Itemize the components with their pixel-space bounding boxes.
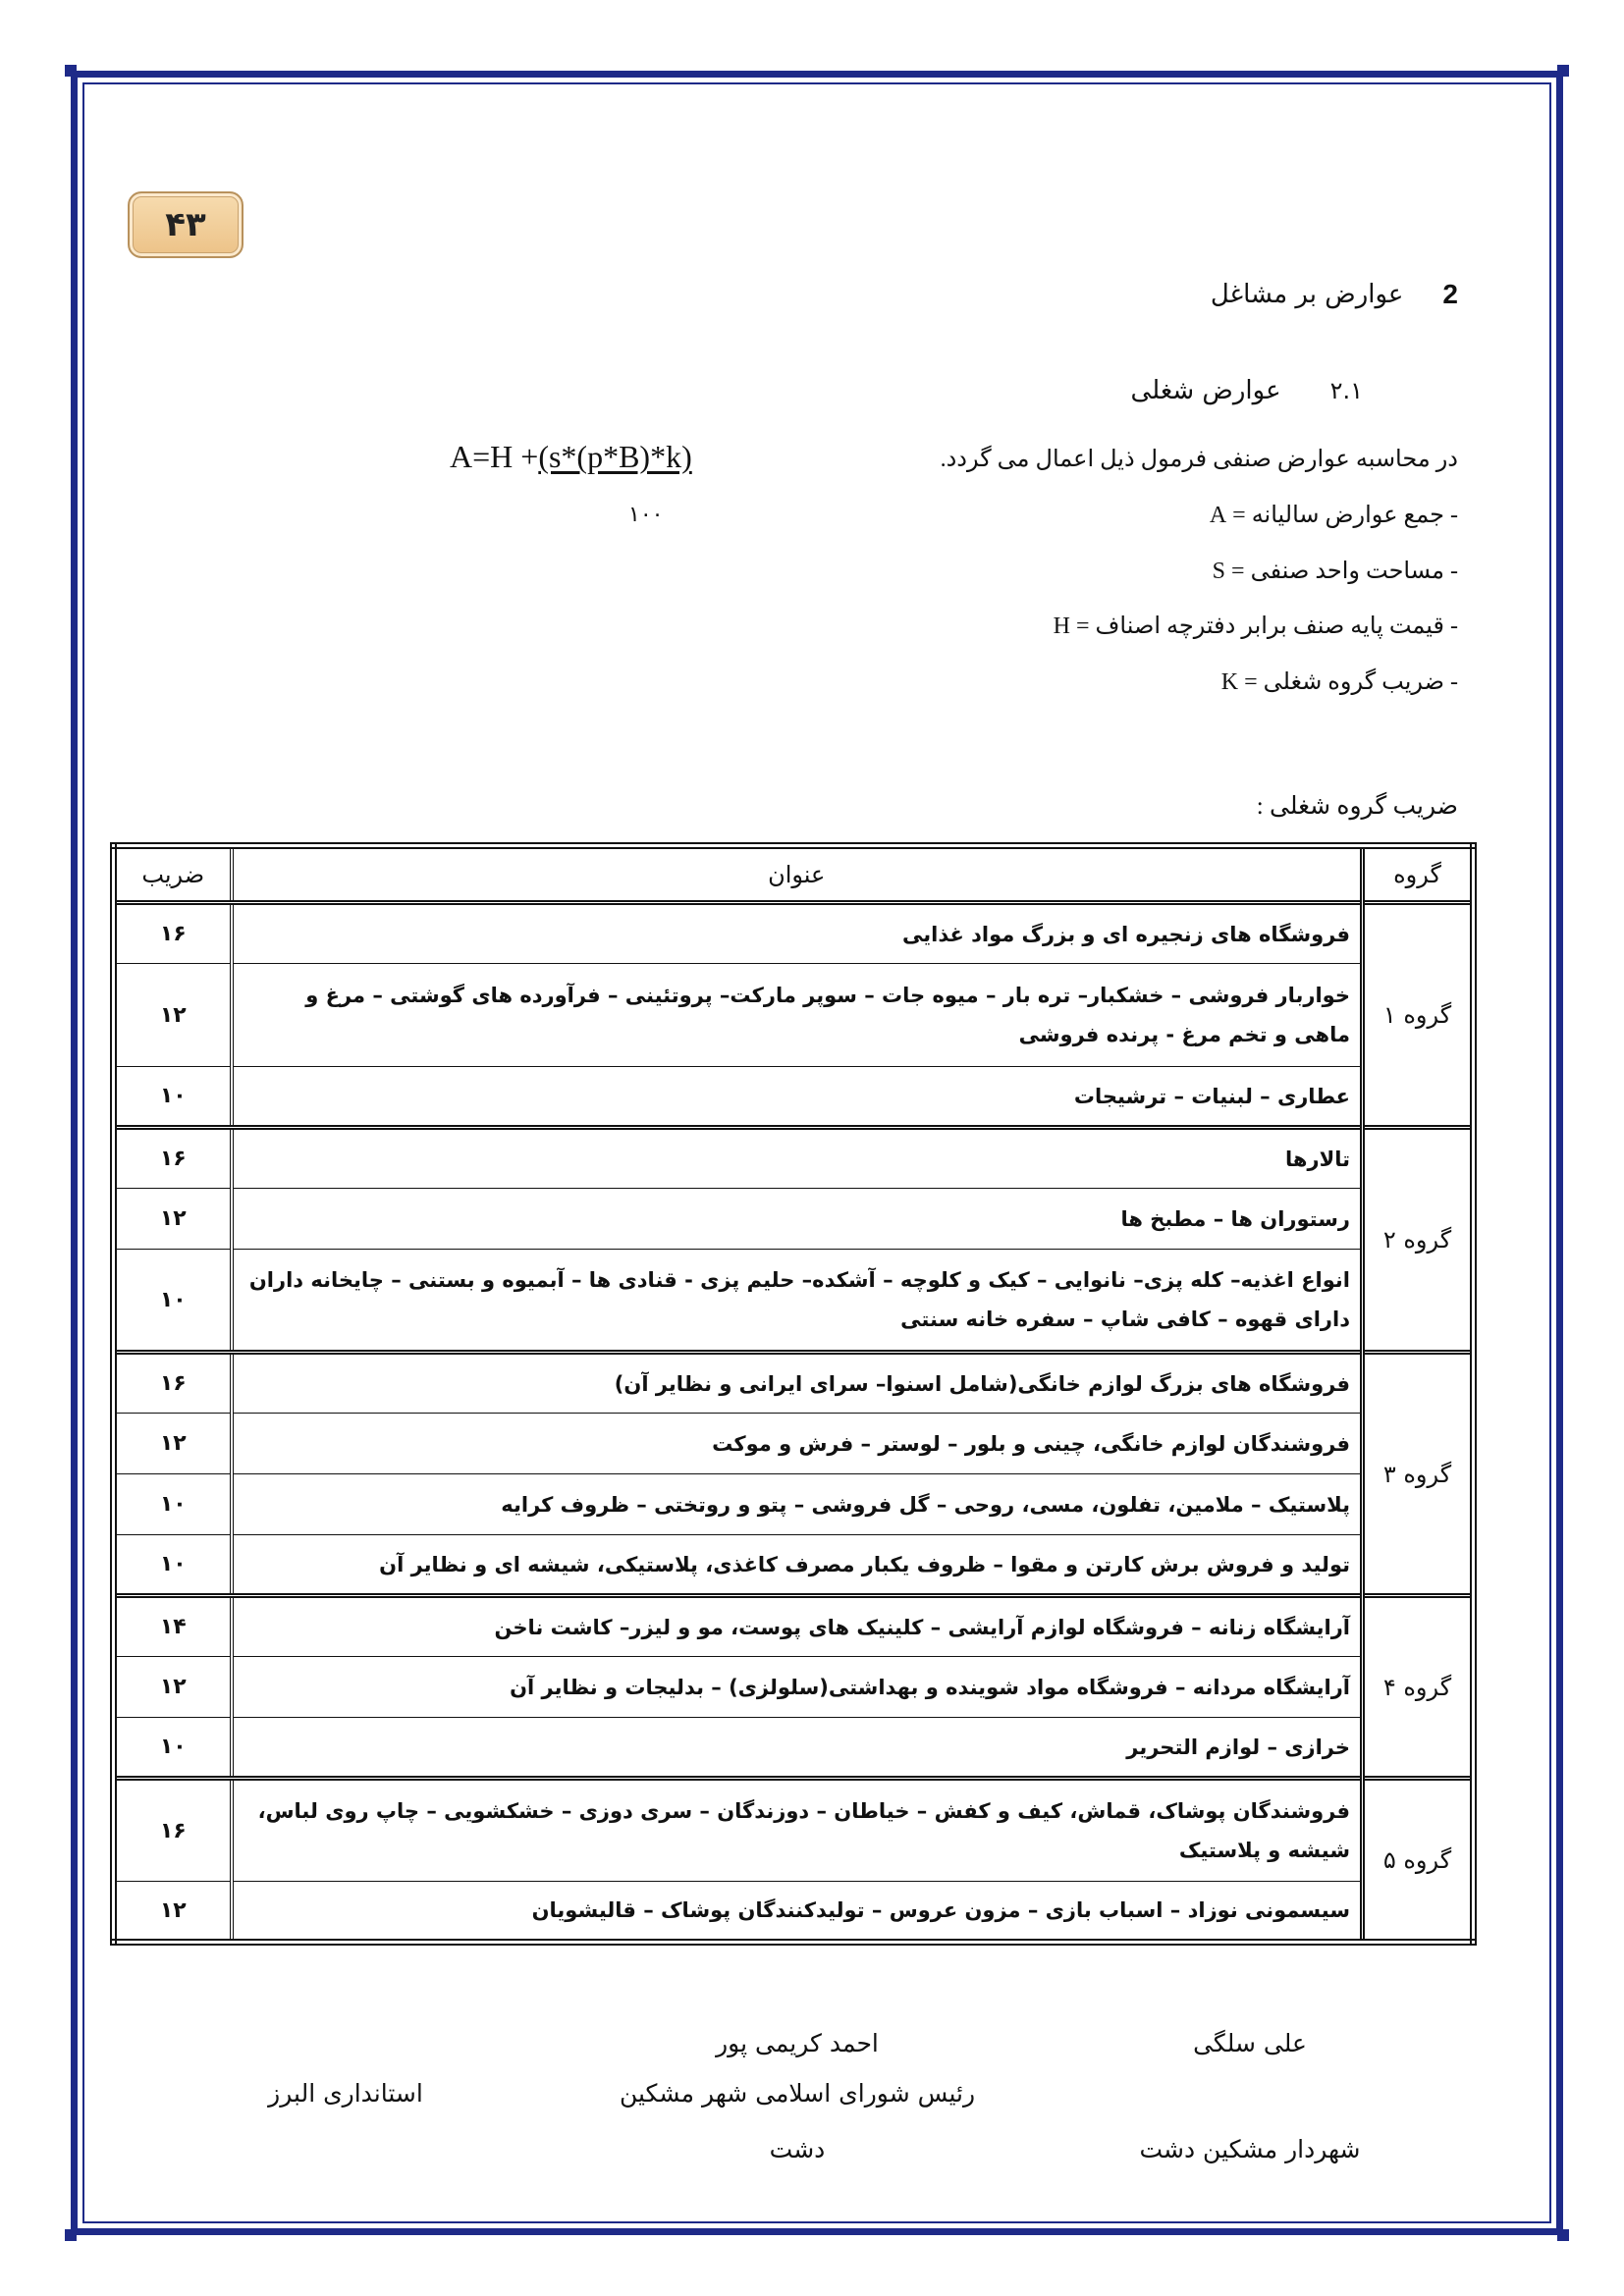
row-title: سیسمونی نوزاد – اسباب بازی – مزون عروس – تولیدکنندگان پوشاک – قالیشویان	[232, 1882, 1363, 1943]
row-title: فروشندگان لوازم خانگی، چینی و بلور – لوستر – فرش و موکت	[232, 1414, 1363, 1474]
page-number-badge: ۴۳	[128, 191, 244, 258]
row-coefficient: ۱۶	[114, 1779, 232, 1882]
frame-corner	[1557, 65, 1569, 77]
definition-item: - قیمت پایه صنف برابر دفترچه اصناف = H	[1053, 614, 1458, 639]
section-number: 2	[1442, 279, 1458, 309]
table-row	[114, 1535, 1474, 1596]
formula-numerator: (s*(p*B)*k)	[538, 439, 692, 474]
table-row	[114, 1250, 1474, 1353]
row-title: فروشگاه های بزرگ لوازم خانگی(شامل اسنوا– سرای ایرانی و نظایر آن)	[232, 1353, 1363, 1414]
frame-corner	[1557, 2229, 1569, 2241]
table-header-row	[114, 846, 1474, 903]
group-block-1	[114, 903, 1474, 1128]
row-coefficient: ۱۶	[114, 903, 232, 964]
group-block-2	[114, 1128, 1474, 1353]
group-label: گروه ۲	[1363, 1128, 1474, 1353]
table-row	[114, 1779, 1474, 1882]
signatory-left-title: استانداری البرز	[268, 2079, 423, 2108]
row-coefficient: ۱۰	[114, 1067, 232, 1128]
row-title: فروشندگان پوشاک، قماش، کیف و کفش – خیاطان – دوزندگان – سری دوزی – خشکشویی – چاپ روی لباس، شیشه و پلاستیک	[232, 1779, 1363, 1882]
group-label: گروه ۱	[1363, 903, 1474, 1128]
row-coefficient: ۱۶	[114, 1353, 232, 1414]
group-block-5	[114, 1779, 1474, 1943]
section-title: عوارض بر مشاغل	[1210, 280, 1404, 309]
row-title: فروشگاه های زنجیره ای و بزرگ مواد غذایی	[232, 903, 1363, 964]
row-title: رستوران ها – مطبخ ها	[232, 1189, 1363, 1250]
row-title: خواربار فروشی – خشکبار– تره بار – میوه جات – سوپر مارکت– پروتئینی – فرآورده های گوشتی – مرغ و ماهی و تخم مرغ - پرنده فروشی	[232, 964, 1363, 1067]
table-row	[114, 1189, 1474, 1250]
signatory-middle-title-line2: دشت	[769, 2135, 826, 2163]
section-heading	[1211, 277, 1458, 312]
row-title: انواع اغذیه– کله پزی– نانوایی – کیک و کلوچه – آشکده– حلیم پزی - قنادی ها – آبمیوه و بستنی – چایخانه داران دارای قهوه – کافی شاپ – سفره خانه سنتی	[232, 1250, 1363, 1353]
frame-corner	[65, 2229, 77, 2241]
signatory-middle-title-line1: رئیس شورای اسلامی شهر مشکین	[619, 2079, 976, 2108]
formula-denominator: ۱۰۰	[628, 503, 664, 527]
group-label: گروه ۵	[1363, 1779, 1474, 1943]
table-row	[114, 964, 1474, 1067]
coefficient-table	[110, 842, 1477, 1946]
row-title: خرازی – لوازم التحریر	[232, 1718, 1363, 1779]
table-row	[114, 1067, 1474, 1128]
row-title: عطاری – لبنیات – ترشیجات	[232, 1067, 1363, 1128]
row-title: تولید و فروش برش کارتن و مقوا – ظروف یکبار مصرف کاغذی، پلاستیکی، شیشه ای و نظایر آن	[232, 1535, 1363, 1596]
table-row	[114, 1718, 1474, 1779]
row-coefficient: ۱۰	[114, 1250, 232, 1353]
row-title: آرایشگاه مردانه – فروشگاه مواد شوینده و بهداشتی(سلولزی) – بدلیجات و نظایر آن	[232, 1657, 1363, 1718]
table-row	[114, 903, 1474, 964]
row-coefficient: ۱۰	[114, 1474, 232, 1535]
subsection-heading	[1131, 373, 1363, 408]
table-row	[114, 1353, 1474, 1414]
subsection-title: عوارض شغلی	[1130, 376, 1281, 405]
group-label: گروه ۳	[1363, 1353, 1474, 1596]
table-row	[114, 1657, 1474, 1718]
table-caption: ضریب گروه شغلی :	[1256, 793, 1458, 820]
row-coefficient: ۱۰	[114, 1718, 232, 1779]
formula-prefix: A=H +	[450, 439, 539, 474]
row-title: پلاستیک – ملامین، تفلون، مسی، روحی – گل فروشی – پتو و روتختی – ظروف کرایه	[232, 1474, 1363, 1535]
formula	[450, 437, 692, 476]
table-row	[114, 1596, 1474, 1657]
row-coefficient: ۱۴	[114, 1596, 232, 1657]
group-block-3	[114, 1353, 1474, 1596]
row-coefficient: ۱۰	[114, 1535, 232, 1596]
header-coefficient: ضریب	[114, 846, 232, 903]
table-row	[114, 1414, 1474, 1474]
row-title: آرایشگاه زنانه – فروشگاه لوازم آرایشی – کلینیک های پوست، مو و لیزر– کاشت ناخن	[232, 1596, 1363, 1657]
row-coefficient: ۱۲	[114, 1414, 232, 1474]
header-title: عنوان	[232, 846, 1363, 903]
group-label: گروه ۴	[1363, 1596, 1474, 1779]
subsection-number: ۲.۱	[1329, 377, 1363, 404]
signatory-middle-name: احمد کریمی پور	[716, 2029, 879, 2057]
group-block-4	[114, 1596, 1474, 1779]
row-coefficient: ۱۶	[114, 1128, 232, 1189]
table-row	[114, 1882, 1474, 1943]
signatory-right-title: شهردار مشکین دشت	[1139, 2135, 1361, 2163]
row-title: تالارها	[232, 1128, 1363, 1189]
definition-item: - مساحت واحد صنفی = S	[1212, 559, 1458, 584]
row-coefficient: ۱۲	[114, 964, 232, 1067]
row-coefficient: ۱۲	[114, 1882, 232, 1943]
intro-text: در محاسبه عوارض صنفی فرمول ذیل اعمال می گردد.	[940, 447, 1458, 472]
signatory-right-name: علی سلگی	[1193, 2029, 1307, 2057]
header-group: گروه	[1363, 846, 1474, 903]
row-coefficient: ۱۲	[114, 1657, 232, 1718]
row-coefficient: ۱۲	[114, 1189, 232, 1250]
definition-item: - ضریب گروه شغلی = K	[1220, 669, 1458, 695]
frame-corner	[65, 65, 77, 77]
table-row	[114, 1474, 1474, 1535]
table-row	[114, 1128, 1474, 1189]
definition-item: - جمع عوارض سالیانه = A	[1209, 503, 1458, 528]
